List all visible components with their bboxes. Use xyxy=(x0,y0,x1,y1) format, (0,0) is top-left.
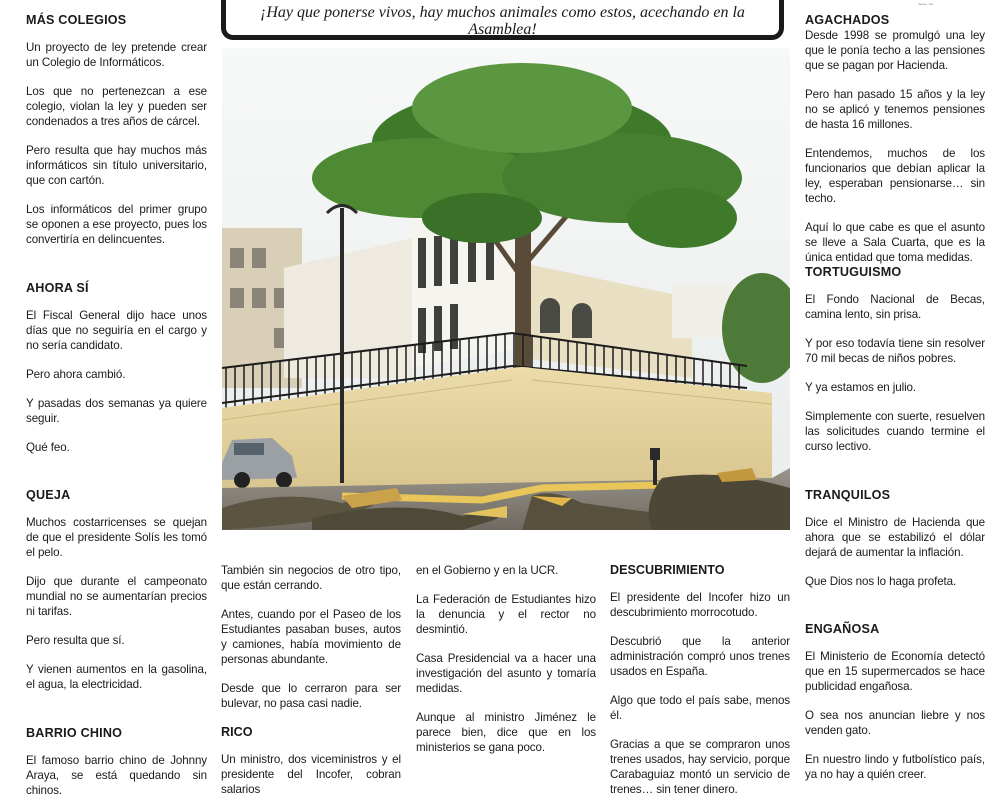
paragraph: El Fondo Nacional de Becas, camina lento, sin prisa. xyxy=(805,293,985,321)
paragraph: Qué feo. xyxy=(26,441,70,454)
paragraph: Los informáticos del primer grupo se oponen a ese proyecto, pues los convertiría en delincuentes. xyxy=(26,203,207,246)
paragraph: Algo que todo el país sabe, menos él. xyxy=(610,694,790,722)
section-title-rico: RICO xyxy=(221,725,253,739)
bottom-column-1 xyxy=(221,563,401,811)
paragraph: en el Gobierno y en la UCR. xyxy=(416,564,559,577)
paragraph: Y ya estamos en julio. xyxy=(805,381,917,394)
corner-mark: ~~ ~ xyxy=(918,0,933,9)
paragraph: Dice el Ministro de Hacienda que ahora que se estabilizó el dólar dejará de aumentar la inflación. xyxy=(805,516,985,559)
paragraph: Desde que lo cerraron para ser bulevar, no pasa casi nadie. xyxy=(221,682,401,710)
section-mas-colegios xyxy=(26,13,207,261)
paragraph: Antes, cuando por el Paseo de los Estudiantes pasaban buses, autos y camiones, había movimiento de personas abundante. xyxy=(221,608,401,666)
paragraph: En nuestro lindo y futbolístico país, ya no hay a quién creer. xyxy=(805,753,985,781)
section-title: TORTUGUISMO xyxy=(805,265,902,279)
section-title: AGACHADOS xyxy=(805,13,890,27)
paragraph: Desde 1998 se promulgó una ley que le ponía techo a las pensiones que se pagan por Hacienda. xyxy=(805,29,985,72)
paragraph: El famoso barrio chino de Johnny Araya, se está quedando sin chinos. xyxy=(26,754,207,797)
section-tortuguismo xyxy=(805,265,985,468)
section-title: BARRIO CHINO xyxy=(26,726,123,740)
bottom-column-3 xyxy=(610,563,790,811)
paragraph: Pero ahora cambió. xyxy=(26,368,126,381)
section-title: AHORA SÍ xyxy=(26,281,89,295)
paragraph: O sea nos anuncian liebre y nos venden gato. xyxy=(805,709,985,737)
paragraph: Un proyecto de ley pretende crear un Colegio de Informáticos. xyxy=(26,41,207,69)
section-title: MÁS COLEGIOS xyxy=(26,13,127,27)
parking-meter xyxy=(650,448,660,460)
paragraph: Los que no pertenezcan a ese colegio, violan la ley y pueden ser condenados a tres años de cárcel. xyxy=(26,85,207,128)
paragraph: Muchos costarricenses se quejan de que el presidente Solís les tomó el pelo. xyxy=(26,516,207,559)
paragraph: Un ministro, dos viceministros y el presidente del Incofer, cobran salarios xyxy=(221,753,401,796)
section-title: TRANQUILOS xyxy=(805,488,891,502)
section-agachados xyxy=(805,13,985,279)
section-enganosa xyxy=(805,622,985,796)
paragraph: Gracias a que se compraron unos trenes usados, hay servicio, porque Carabaguiaz montó un servicio de trenes… sin tener dinero. xyxy=(610,738,790,796)
section-barrio-chino xyxy=(26,726,207,812)
paragraph: Casa Presidencial va a hacer una investigación del asunto y tomaría medidas. xyxy=(416,652,596,695)
section-tranquilos xyxy=(805,488,985,603)
paragraph: Pero resulta que sí. xyxy=(26,634,125,647)
paragraph: Pero resulta que hay muchos más informáticos sin título universitario, que con cartón. xyxy=(26,144,207,187)
section-ahora-si xyxy=(26,281,207,469)
section-title-descubrimiento: DESCUBRIMIENTO xyxy=(610,563,725,577)
paragraph: Simplemente con suerte, resuelven las solicitudes cuando termine el curso lectivo. xyxy=(805,410,985,453)
paragraph: Que Dios nos lo haga profeta. xyxy=(805,575,957,588)
paragraph: Pero han pasado 15 años y la ley no se aplicó y tenemos pensiones de hasta 16 millones. xyxy=(805,88,985,131)
paragraph: Descubrió que la anterior administración compró unos trenes usados en España. xyxy=(610,635,790,678)
section-title: ENGAÑOSA xyxy=(805,622,880,636)
paragraph: Y vienen aumentos en la gasolina, el agua, la electricidad. xyxy=(26,663,207,691)
section-queja xyxy=(26,488,207,706)
photo-caption: ¡Hay que ponerse vivos, hay muchos animales como estos, acechando en la Asamblea! xyxy=(260,4,745,38)
paragraph: La Federación de Estudiantes hizo la denuncia y el rector no desmintió. xyxy=(416,593,596,636)
paragraph: El Ministerio de Economía detectó que en 15 supermercados se hace publicidad engañosa. xyxy=(805,650,985,693)
section-title: QUEJA xyxy=(26,488,71,502)
paragraph: El presidente del Incofer hizo un descubrimiento morrocotudo. xyxy=(610,591,790,619)
paragraph: Entendemos, muchos de los funcionarios que debían aplicar la ley, esperaban pensionarse… sin techo. xyxy=(805,147,985,205)
paragraph: El Fiscal General dijo hace unos días que no seguiría en el cargo y no sería candidato. xyxy=(26,309,207,352)
paragraph: Aquí lo que cabe es que el asunto se lleve a Sala Cuarta, que es la única entidad que toma medidas. xyxy=(805,221,985,264)
building-photo xyxy=(222,48,790,530)
bottom-column-2 xyxy=(416,563,596,769)
paragraph: Y por eso todavía tiene sin resolver 70 mil becas de niños pobres. xyxy=(805,337,985,365)
paragraph: Aunque al ministro Jiménez le parece bien, dice que en los ministerios se gana poco. xyxy=(416,711,596,754)
paragraph: Dijo que durante el campeonato mundial no se aumentarían precios ni tarifas. xyxy=(26,575,207,618)
photo-caption-box xyxy=(221,0,784,40)
paragraph: Y pasadas dos semanas ya quiere seguir. xyxy=(26,397,207,425)
paragraph: También sin negocios de otro tipo, que están cerrando. xyxy=(221,564,401,592)
